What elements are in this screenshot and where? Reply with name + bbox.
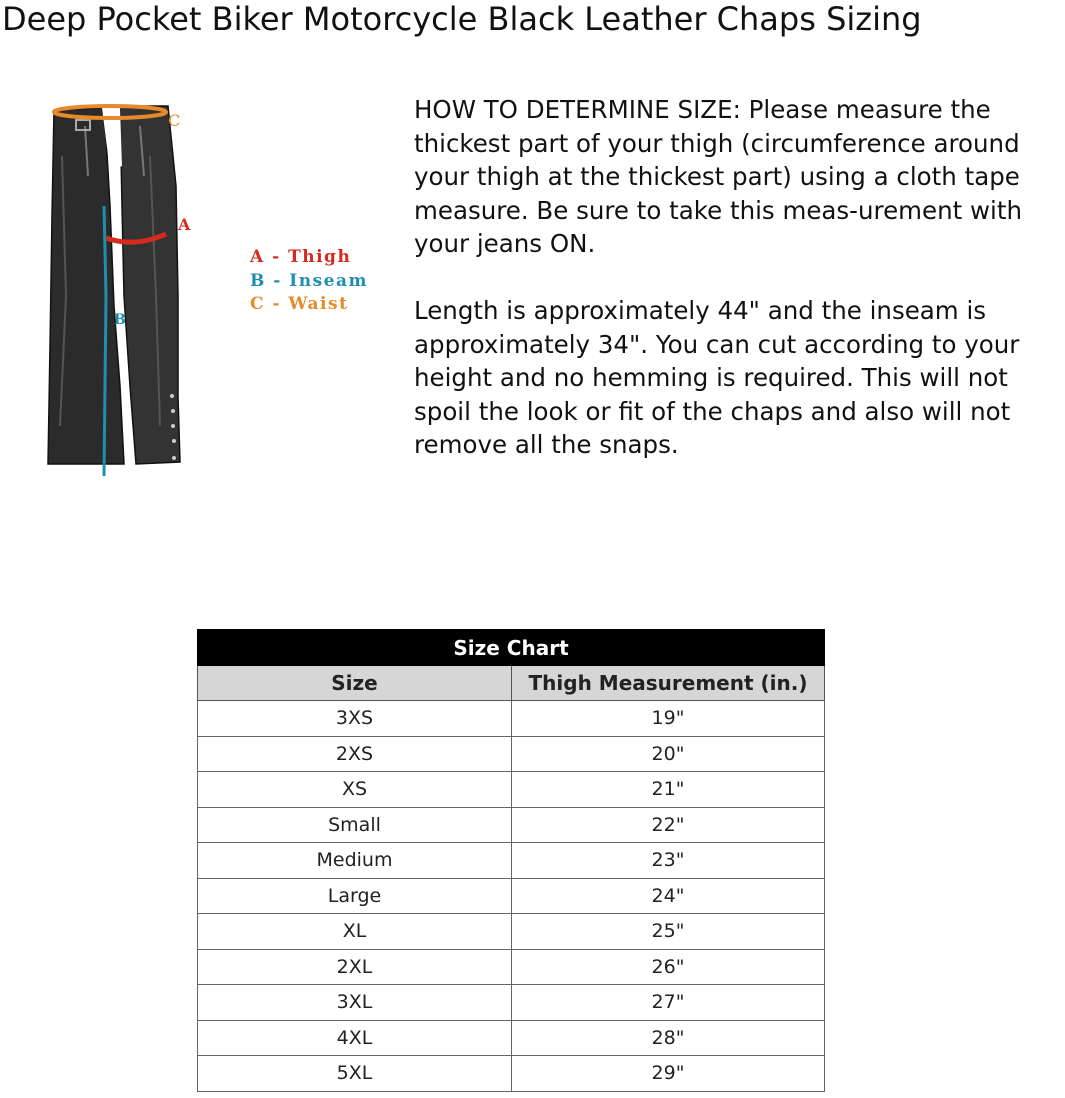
thigh-cell: 26" (512, 949, 825, 985)
chaps-measurement-figure (40, 96, 200, 476)
column-header-thigh: Thigh Measurement (in.) (512, 666, 825, 701)
table-row (198, 1020, 825, 1056)
legend-inseam: B - Inseam (250, 270, 368, 291)
size-cell: 5XL (198, 1056, 512, 1092)
thigh-cell: 25" (512, 914, 825, 950)
size-cell: 3XS (198, 701, 512, 737)
sizing-instructions (414, 93, 1065, 462)
column-header-size: Size (198, 666, 512, 701)
measurement-legend (250, 246, 368, 317)
table-row (198, 878, 825, 914)
size-cell: 4XL (198, 1020, 512, 1056)
size-cell: Medium (198, 843, 512, 879)
size-chart-caption: Size Chart (198, 630, 825, 666)
thigh-cell: 29" (512, 1056, 825, 1092)
table-row (198, 1056, 825, 1092)
size-cell: 2XL (198, 949, 512, 985)
table-row (198, 949, 825, 985)
thigh-cell: 23" (512, 843, 825, 879)
table-row (198, 736, 825, 772)
instruction-paragraph-2: Length is approximately 44" and the inseam is approximately 34". You can cut according to your height and no hemming is required. This will not spoil the look or fit of the chaps and also will not remove all the snaps. (414, 296, 1020, 459)
legend-thigh: A - Thigh (250, 247, 352, 267)
size-cell: 2XS (198, 736, 512, 772)
size-chart-table (197, 629, 825, 1092)
thigh-cell: 20" (512, 736, 825, 772)
page-title: Deep Pocket Biker Motorcycle Black Leather Chaps Sizing (2, 0, 922, 38)
size-cell: Large (198, 878, 512, 914)
table-row (198, 701, 825, 737)
table-row (198, 843, 825, 879)
marker-label-b: B (114, 312, 126, 328)
marker-label-a: A (178, 215, 191, 234)
thigh-cell: 22" (512, 807, 825, 843)
thigh-cell: 27" (512, 985, 825, 1021)
size-cell: XS (198, 772, 512, 808)
instruction-paragraph-1: HOW TO DETERMINE SIZE: Please measure the thickest part of your thigh (circumference around your thigh at the thickest part) using a cloth tape measure. Be sure to take this meas-urement with your jeans ON. (414, 95, 1022, 258)
table-row (198, 807, 825, 843)
size-cell: XL (198, 914, 512, 950)
size-cell: 3XL (198, 985, 512, 1021)
table-row (198, 772, 825, 808)
table-row (198, 914, 825, 950)
thigh-cell: 24" (512, 878, 825, 914)
thigh-cell: 28" (512, 1020, 825, 1056)
marker-label-c: C (168, 111, 181, 130)
size-cell: Small (198, 807, 512, 843)
thigh-cell: 21" (512, 772, 825, 808)
thigh-cell: 19" (512, 701, 825, 737)
table-row (198, 985, 825, 1021)
legend-waist: C - Waist (250, 294, 349, 314)
